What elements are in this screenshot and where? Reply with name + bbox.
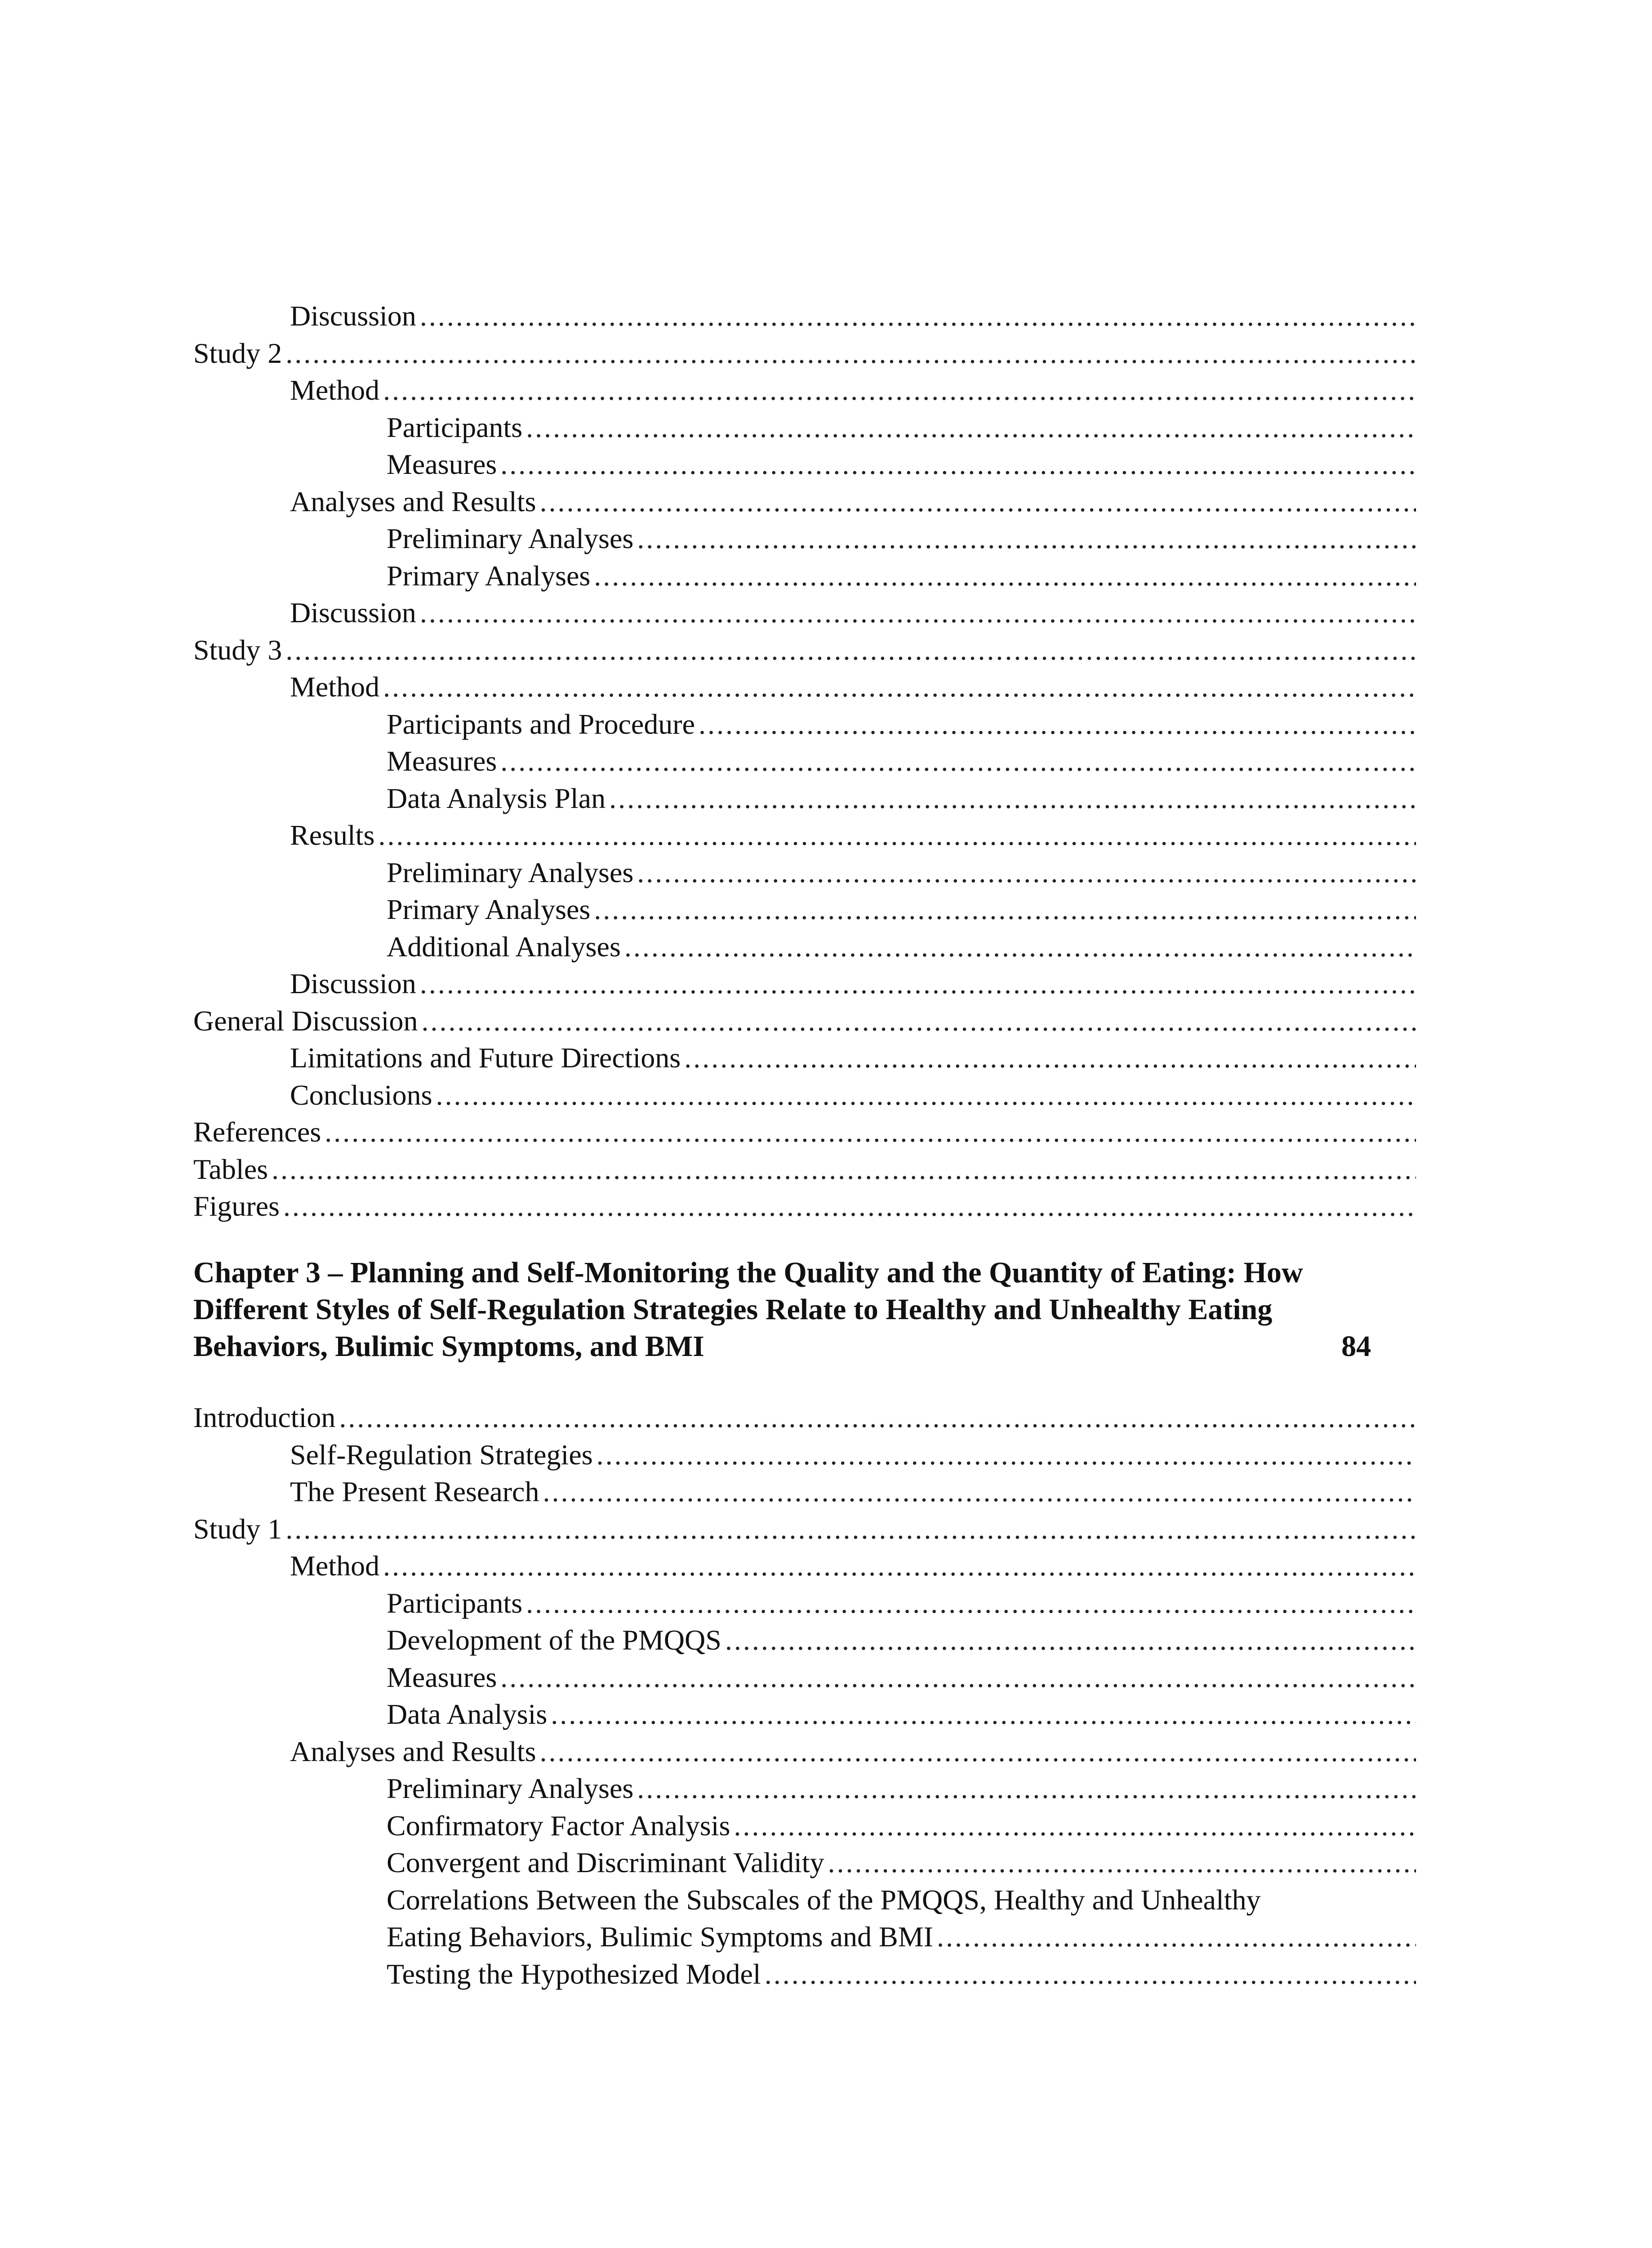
toc-entry xyxy=(193,1882,1416,1919)
toc-entry-label: Measures xyxy=(387,1659,500,1696)
toc-entry-label: References xyxy=(193,1114,325,1151)
chapter-heading-text-1: Chapter 3 – Planning and Self-Monitoring the Quality and the Quantity of Eating: How xyxy=(193,1256,1303,1289)
toc-entry xyxy=(193,372,1416,409)
toc-entry xyxy=(193,817,1416,854)
toc-entry xyxy=(193,1807,1416,1845)
toc-entry-label: Analyses and Results xyxy=(290,483,540,521)
toc-entry-label: Study 2 xyxy=(193,335,285,372)
toc-dot-leader xyxy=(339,1399,1416,1436)
toc-dot-leader xyxy=(540,483,1416,521)
toc-entry xyxy=(193,780,1416,817)
toc-dot-leader xyxy=(526,1585,1416,1622)
toc-dot-leader xyxy=(765,1956,1416,1993)
toc-entry-label: Self-Regulation Strategies xyxy=(290,1436,597,1474)
toc-entry-label: Data Analysis Plan xyxy=(387,780,609,817)
toc-dot-leader xyxy=(283,1188,1416,1225)
toc-entry xyxy=(193,594,1416,632)
toc-entry-label: Measures xyxy=(387,743,500,780)
toc-entry-label: Participants and Procedure xyxy=(387,706,699,743)
toc-entry xyxy=(193,706,1416,743)
toc-entry xyxy=(193,854,1416,892)
toc-entry-label: General Discussion xyxy=(193,1003,421,1040)
chapter-page-number: 84 xyxy=(1341,1330,1371,1363)
toc-entry-label: Figures xyxy=(193,1188,283,1225)
toc-entry xyxy=(193,1151,1416,1188)
toc-dot-leader xyxy=(272,1151,1416,1188)
toc-entry-label: Preliminary Analyses xyxy=(387,1770,637,1807)
toc-entry xyxy=(193,1733,1416,1771)
toc-entry-label: Eating Behaviors, Bulimic Symptoms and BMI xyxy=(387,1918,937,1956)
toc-entry xyxy=(193,1399,1416,1436)
toc-entry-label: Conclusions xyxy=(290,1077,436,1114)
chapter-heading-text-3: Behaviors, Bulimic Symptoms, and BMI xyxy=(193,1330,704,1363)
toc-dot-leader xyxy=(526,409,1416,446)
toc-dot-leader xyxy=(725,1622,1416,1659)
toc-entry-label: Convergent and Discriminant Validity xyxy=(387,1844,828,1882)
toc-entry xyxy=(193,669,1416,706)
toc-entry xyxy=(193,409,1416,446)
toc-entry xyxy=(193,928,1416,966)
toc-entry-label: Development of the PMQQS xyxy=(387,1622,725,1659)
toc-dot-leader xyxy=(637,854,1416,892)
chapter-heading xyxy=(193,1254,1416,1365)
chapter-heading-line-3 xyxy=(193,1328,1416,1365)
chapter-heading-line-1 xyxy=(193,1254,1416,1291)
toc-entry xyxy=(193,1511,1416,1548)
toc-entry xyxy=(193,965,1416,1003)
toc-entry-label: Discussion xyxy=(290,298,420,335)
toc-entry xyxy=(193,1114,1416,1151)
toc-dot-leader xyxy=(500,1659,1416,1696)
toc-entry xyxy=(193,1548,1416,1585)
toc-entry-label: Participants xyxy=(387,1585,526,1622)
toc-entry xyxy=(193,1622,1416,1659)
toc-dot-leader xyxy=(378,817,1416,854)
toc-dot-leader xyxy=(383,669,1416,706)
toc-entry-label: Introduction xyxy=(193,1399,339,1436)
toc-entry-label: Primary Analyses xyxy=(387,891,594,928)
toc-entry-label: Tables xyxy=(193,1151,272,1188)
toc-entry-label: Additional Analyses xyxy=(387,928,624,966)
toc-entry-label: Confirmatory Factor Analysis xyxy=(387,1807,734,1845)
toc-dot-leader xyxy=(285,335,1416,372)
toc-entry xyxy=(193,483,1416,521)
toc-entry-label: Preliminary Analyses xyxy=(387,520,637,558)
toc-entry-label: Method xyxy=(290,372,383,409)
toc-entry-label: Primary Analyses xyxy=(387,558,594,595)
chapter-heading-text-2: Different Styles of Self-Regulation Strategies Relate to Healthy and Unhealthy Eating xyxy=(193,1293,1273,1326)
toc-entry xyxy=(193,558,1416,595)
toc-entry-label: Study 3 xyxy=(193,632,285,669)
toc-dot-leader xyxy=(551,1696,1416,1733)
toc-dot-leader xyxy=(828,1844,1416,1882)
toc-dot-leader xyxy=(383,1548,1416,1585)
toc-dot-leader xyxy=(609,780,1416,817)
toc-entry-label: The Present Research xyxy=(290,1473,543,1511)
toc-dot-leader xyxy=(637,520,1416,558)
toc-entry xyxy=(193,1473,1416,1511)
toc-entry-label: Method xyxy=(290,669,383,706)
toc-dot-leader xyxy=(684,1039,1416,1077)
toc-dot-leader xyxy=(699,706,1416,743)
toc-dot-leader xyxy=(325,1114,1416,1151)
toc-entry xyxy=(193,1844,1416,1882)
toc-dot-leader xyxy=(637,1770,1416,1807)
toc-entry xyxy=(193,1003,1416,1040)
toc-entry-label: Analyses and Results xyxy=(290,1733,540,1771)
toc-dot-leader xyxy=(597,1436,1416,1474)
toc-entry xyxy=(193,1077,1416,1114)
toc-dot-leader xyxy=(420,965,1416,1003)
toc-dot-leader xyxy=(594,558,1416,595)
chapter-heading-line-2 xyxy=(193,1291,1416,1328)
toc-dot-leader xyxy=(285,632,1416,669)
toc-entry xyxy=(193,1770,1416,1807)
toc-entry-label: Testing the Hypothesized Model xyxy=(387,1956,765,1993)
toc-entry xyxy=(193,1436,1416,1474)
toc-dot-leader xyxy=(421,1003,1416,1040)
toc-entry xyxy=(193,1585,1416,1622)
toc-entry-label: Method xyxy=(290,1548,383,1585)
table-of-contents-part-1 xyxy=(193,298,1416,1225)
toc-dot-leader xyxy=(383,372,1416,409)
toc-dot-leader xyxy=(420,298,1416,335)
toc-entry xyxy=(193,1696,1416,1733)
toc-dot-leader xyxy=(285,1511,1416,1548)
toc-dot-leader xyxy=(937,1918,1416,1956)
toc-dot-leader xyxy=(543,1473,1416,1511)
toc-entry xyxy=(193,632,1416,669)
toc-entry xyxy=(193,1918,1416,1956)
toc-dot-leader xyxy=(734,1807,1416,1845)
toc-entry xyxy=(193,1956,1416,1993)
toc-entry-label: Preliminary Analyses xyxy=(387,854,637,892)
toc-entry-label: Discussion xyxy=(290,594,420,632)
toc-entry-label: Discussion xyxy=(290,965,420,1003)
toc-entry-label: Results xyxy=(290,817,378,854)
toc-entry xyxy=(193,520,1416,558)
toc-entry xyxy=(193,1659,1416,1696)
toc-entry-label: Limitations and Future Directions xyxy=(290,1039,684,1077)
toc-entry-label: Correlations Between the Subscales of the PMQQS, Healthy and Unhealthy xyxy=(387,1882,1265,1919)
toc-entry xyxy=(193,743,1416,780)
toc-entry xyxy=(193,298,1416,335)
table-of-contents-part-2 xyxy=(193,1399,1416,1993)
toc-entry-label: Measures xyxy=(387,446,500,483)
toc-dot-leader xyxy=(594,891,1416,928)
toc-entry xyxy=(193,446,1416,483)
toc-dot-leader xyxy=(540,1733,1416,1771)
toc-entry xyxy=(193,335,1416,372)
toc-entry-label: Participants xyxy=(387,409,526,446)
toc-dot-leader xyxy=(624,928,1416,966)
toc-entry-label: Data Analysis xyxy=(387,1696,551,1733)
toc-dot-leader xyxy=(500,743,1416,780)
toc-entry-label: Study 1 xyxy=(193,1511,285,1548)
toc-dot-leader xyxy=(500,446,1416,483)
toc-entry xyxy=(193,1188,1416,1225)
toc-dot-leader xyxy=(436,1077,1416,1114)
toc-dot-leader xyxy=(420,594,1416,632)
toc-entry xyxy=(193,1039,1416,1077)
toc-entry xyxy=(193,891,1416,928)
